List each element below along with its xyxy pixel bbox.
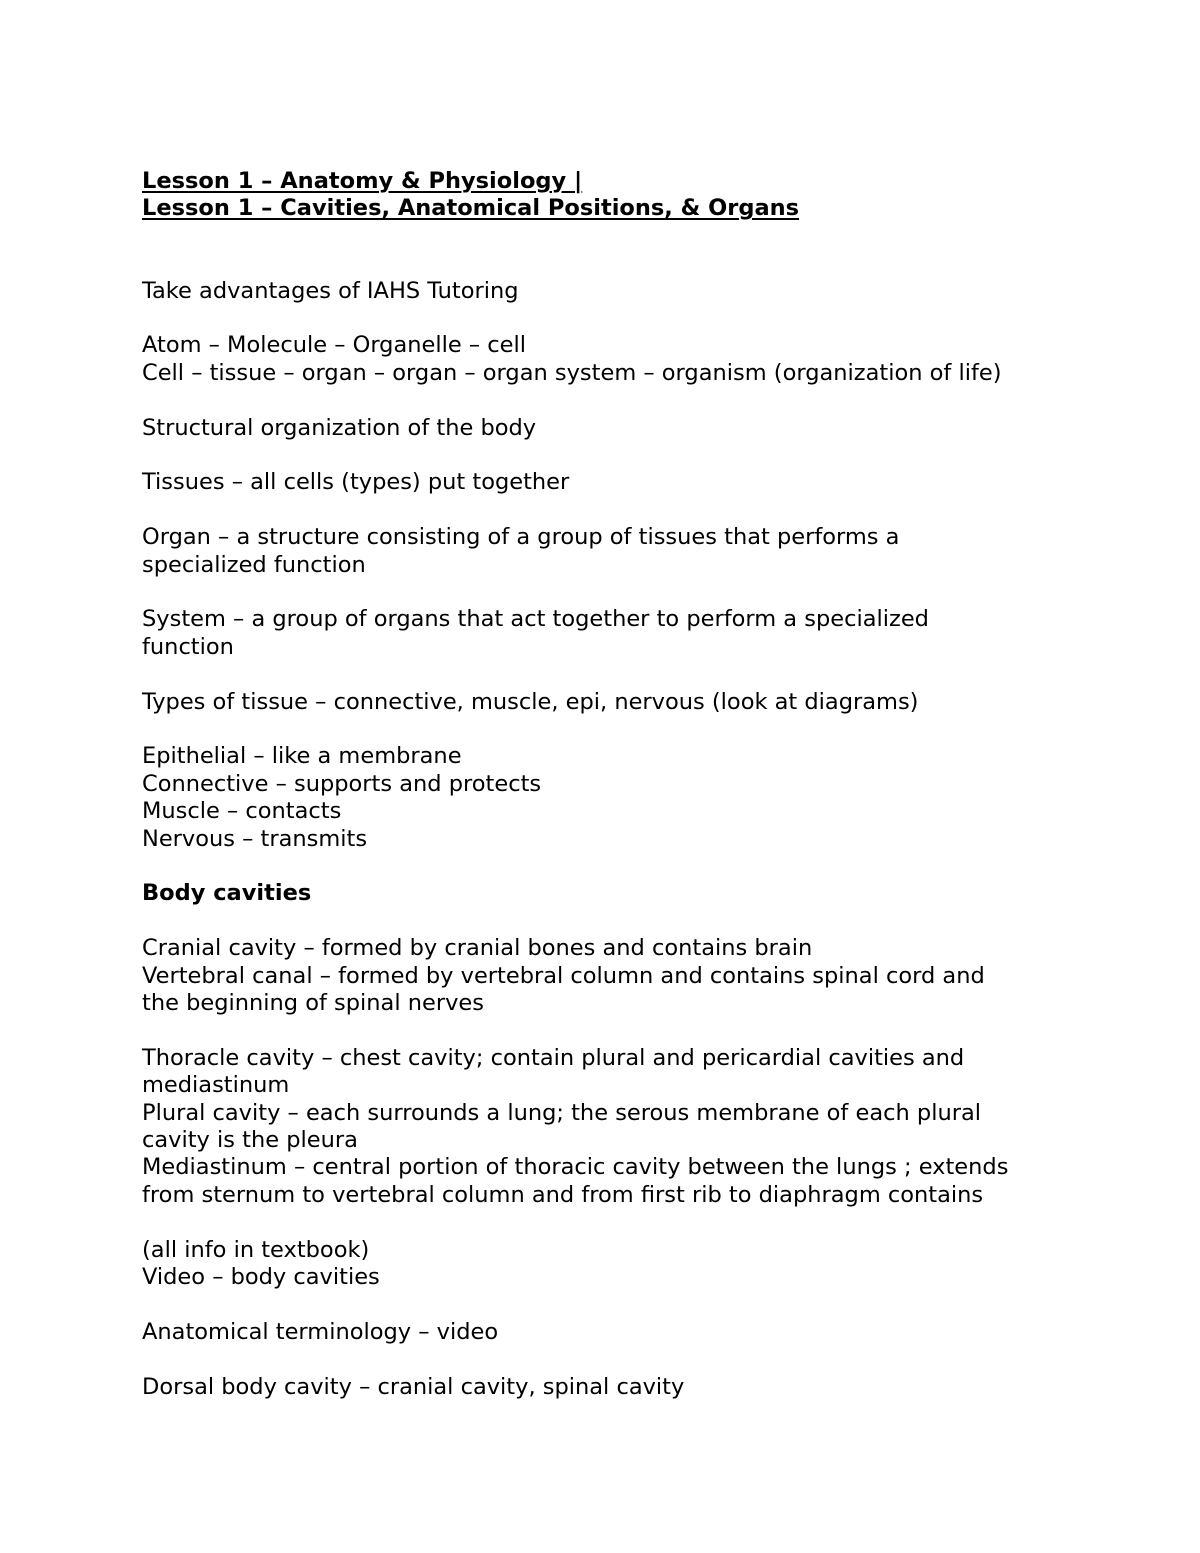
blank-line	[142, 1209, 1082, 1236]
plural-cavity: Plural cavity – each surrounds a lung; the serous membrane of each plural	[142, 1099, 982, 1126]
mediastinum-continued: from sternum to vertebral column and from first rib to diaphragm contains	[142, 1181, 984, 1208]
system-definition-continued: function	[142, 633, 234, 660]
hierarchy-line: Cell – tissue – organ – organ – organ system – organism (organization of life)	[142, 359, 1002, 386]
dorsal-body-cavity: Dorsal body cavity – cranial cavity, spinal cavity	[142, 1373, 685, 1400]
lesson-title: Lesson 1 – Anatomy & Physiology |	[142, 168, 583, 194]
lesson-subtitle: Lesson 1 – Cavities, Anatomical Positions, & Organs	[142, 195, 800, 222]
blank-line	[142, 661, 1082, 688]
body-cavities-heading: Body cavities	[142, 880, 312, 907]
system-definition: System – a group of organs that act together to perform a specialized	[142, 606, 929, 633]
blank-line	[142, 1346, 1082, 1373]
blank-line	[142, 1017, 1082, 1044]
blank-line	[142, 250, 1082, 277]
blank-line	[142, 1291, 1082, 1318]
muscle-tissue: Muscle – contacts	[142, 798, 342, 825]
blank-line	[142, 223, 1082, 250]
document-body	[142, 168, 1082, 1401]
blank-line	[142, 579, 1082, 606]
tissues-definition: Tissues – all cells (types) put together	[142, 469, 570, 496]
anatomical-terminology: Anatomical terminology – video	[142, 1318, 499, 1345]
structural-organization: Structural organization of the body	[142, 414, 537, 441]
types-of-tissue: Types of tissue – connective, muscle, epi, nervous (look at diagrams)	[142, 688, 919, 715]
blank-line	[142, 908, 1082, 935]
hierarchy-line: Atom – Molecule – Organelle – cell	[142, 332, 526, 359]
blank-line	[142, 497, 1082, 524]
mediastinum: Mediastinum – central portion of thoracic cavity between the lungs ; extends	[142, 1154, 1009, 1181]
nervous-tissue: Nervous – transmits	[142, 825, 368, 852]
video-body-cavities: Video – body cavities	[142, 1264, 380, 1291]
organ-definition: Organ – a structure consisting of a group of tissues that performs a	[142, 524, 900, 551]
thoracic-cavity: Thoracle cavity – chest cavity; contain plural and pericardial cavities and	[142, 1044, 965, 1071]
tutoring-note: Take advantages of IAHS Tutoring	[142, 277, 519, 304]
blank-line	[142, 853, 1082, 880]
blank-line	[142, 716, 1082, 743]
textbook-note: (all info in textbook)	[142, 1236, 370, 1263]
epithelial-tissue: Epithelial – like a membrane	[142, 743, 462, 770]
thoracic-cavity-continued: mediastinum	[142, 1072, 290, 1099]
blank-line	[142, 442, 1082, 469]
plural-cavity-continued: cavity is the pleura	[142, 1127, 358, 1154]
organ-definition-continued: specialized function	[142, 551, 366, 578]
blank-line	[142, 387, 1082, 414]
connective-tissue: Connective – supports and protects	[142, 770, 542, 797]
cranial-cavity: Cranial cavity – formed by cranial bones and contains brain	[142, 935, 813, 962]
vertebral-canal-continued: the beginning of spinal nerves	[142, 990, 484, 1017]
vertebral-canal: Vertebral canal – formed by vertebral column and contains spinal cord and	[142, 962, 985, 989]
blank-line	[142, 305, 1082, 332]
